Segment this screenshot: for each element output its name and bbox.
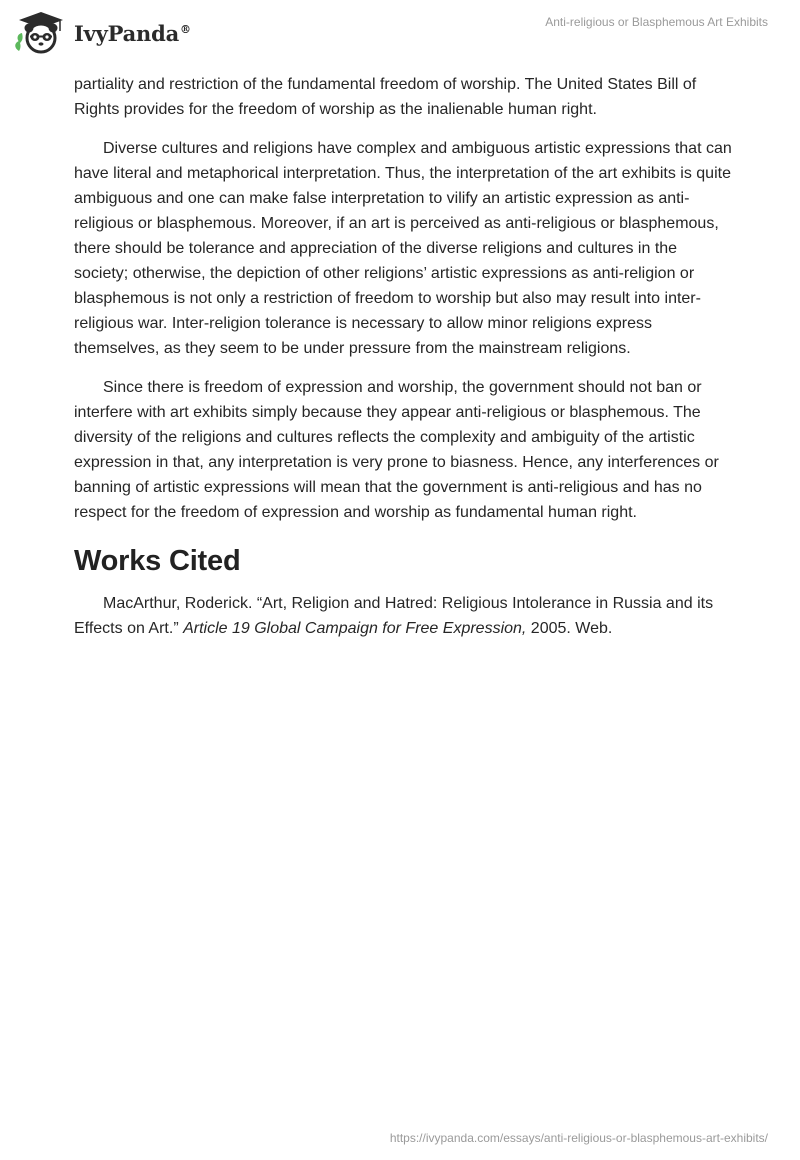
essay-content <box>74 72 734 655</box>
citation-source: Article 19 Global Campaign for Free Expression, <box>183 620 527 637</box>
site-logo[interactable] <box>14 8 191 56</box>
footer-url[interactable]: https://ivypanda.com/essays/anti-religious-or-blasphemous-art-exhibits/ <box>389 1131 768 1145</box>
running-title: Anti-religious or Blasphemous Art Exhibits <box>545 15 768 29</box>
registered-mark: ® <box>180 22 191 36</box>
works-cited-heading: Works Cited <box>74 545 241 577</box>
citation-prefix: MacArthur, Roderick. “Art, Religion and Hatred: Religious Intolerance in Russia and its Effects on Art.” <box>74 595 714 637</box>
body-paragraph-3: Since there is freedom of expression and worship, the government should not ban or interfere with art exhibits simply because they appear anti-religious or blasphemous. The diversity of the religions and cultures reflects the complexity and ambiguity of the artistic expression in that, any interpretation is very prone to biasness. Hence, any interferences or banning of artistic expressions will mean that the government is anti-religious and has no respect for the freedom of expression and worship as fundamental human right. <box>74 379 719 521</box>
panda-graduation-cap-icon <box>14 9 68 55</box>
brand-name: IvyPanda® <box>74 20 191 46</box>
body-paragraph-2: Diverse cultures and religions have complex and ambiguous artistic expressions that can have literal and metaphorical interpretation. Thus, the interpretation of the art exhibits is quite ambiguous and one can make false interpretation to vilify an artistic expression as anti-religious or blasphemous. Moreover, if an art is perceived as anti-religious or blasphemous, there should be tolerance and appreciation of the diverse religions and cultures in the society; otherwise, the depiction of other religions’ artistic expressions as anti-religion or blasphemous is not only a restriction of freedom to worship but also may result into inter-religious war. Inter-religion tolerance is necessary to allow minor religions express themselves, as they seem to be under pressure from the mainstream religions. <box>74 140 732 357</box>
citation-entry <box>74 591 734 641</box>
citation-suffix: 2005. Web. <box>526 620 613 637</box>
body-paragraph-1: partiality and restriction of the fundamental freedom of worship. The United States Bill of Rights provides for the freedom of worship as the inalienable human right. <box>74 76 697 118</box>
